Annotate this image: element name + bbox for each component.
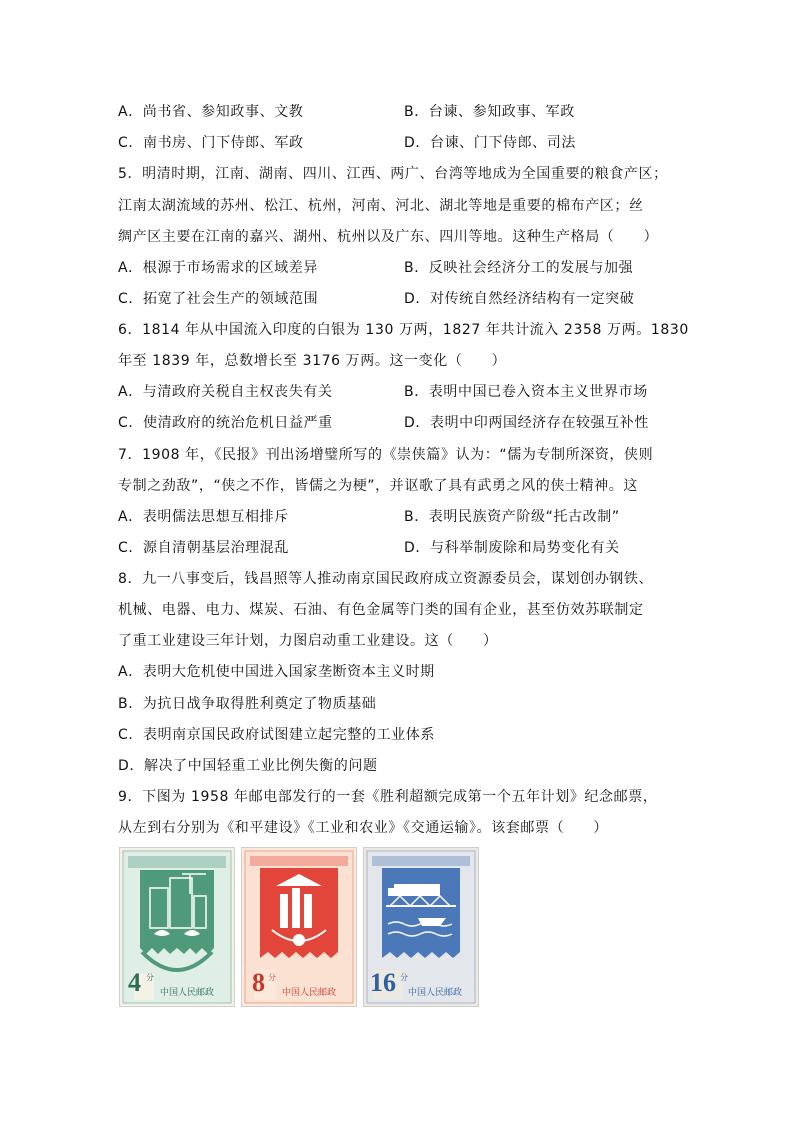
q8-option-a: A．表明大危机使中国进入国家垄断资本主义时期 bbox=[118, 664, 435, 680]
q8-option-d: D．解决了中国轻重工业比例失衡的问题 bbox=[118, 758, 378, 774]
stamp-2-value: 8 bbox=[252, 968, 265, 997]
q7-option-b: B．表明民族资产阶级“托古改制” bbox=[404, 509, 620, 525]
q5-stem-line-3: 绸产区主要在江南的嘉兴、湖州、杭州以及广东、四川等地。这种生产格局（ ） bbox=[118, 229, 659, 245]
stamp-2-country: 中国人民邮政 bbox=[282, 988, 337, 998]
q7-stem-line-1: 7．1908 年，《民报》刊出汤增璧所写的《崇侠篇》认为：“儒为专制所深资，侠则 bbox=[118, 447, 654, 463]
q4-option-c: C．南书房、门下侍郎、军政 bbox=[118, 135, 304, 151]
q8-stem-line-1: 8．九一八事变后，钱昌照等人推动南京国民政府成立资源委员会，谋划创办钢铁、 bbox=[118, 571, 654, 587]
q8-stem-line-3: 了重工业建设三年计划，力图启动重工业建设。这（ ） bbox=[118, 633, 498, 649]
q8-option-b: B．为抗日战争取得胜利奠定了物质基础 bbox=[118, 696, 377, 712]
q6-option-c: C．使清政府的统治危机日益严重 bbox=[118, 415, 333, 431]
q6-stem-line-2: 年至 1839 年，总数增长至 3176 万两。这一变化（ ） bbox=[118, 353, 507, 369]
q4-option-b: B．台谏、参知政事、军政 bbox=[404, 104, 575, 120]
q6-stem-line-1: 6．1814 年从中国流入印度的白银为 130 万两，1827 年共计流入 2358 万两。1830 bbox=[118, 322, 689, 338]
stamp-2-unit: 分 bbox=[268, 973, 276, 982]
q5-stem-line-1: 5．明清时期，江南、湖南、四川、江西、两广、台湾等地成为全国重要的粮食产区； bbox=[118, 166, 668, 182]
q9-stem-line-1: 9．下图为 1958 年邮电部发行的一套《胜利超额完成第一个五年计划》纪念邮票， bbox=[118, 789, 658, 805]
stamp-peace-construction bbox=[119, 847, 235, 1007]
q8-stem-line-2: 机械、电器、电力、煤炭、石油、有色金属等门类的国有企业，甚至仿效苏联制定 bbox=[118, 602, 644, 618]
stamp-1-value: 4 bbox=[128, 968, 141, 997]
q6-option-d: D．表明中印两国经济存在较强互补性 bbox=[404, 415, 649, 431]
q7-option-c: C．源自清朝基层治理混乱 bbox=[118, 540, 289, 556]
stamp-3-country: 中国人民邮政 bbox=[408, 988, 463, 998]
q4-option-a: A．尚书省、参知政事、文教 bbox=[118, 104, 304, 120]
stamp-1-unit: 分 bbox=[146, 973, 154, 982]
stamp-3-unit: 分 bbox=[400, 973, 408, 982]
q7-stem-line-2: 专制之劲敌”，“侠之不作，皆儒之为梗”，并讴歌了具有武勇之风的侠士精神。这 bbox=[118, 478, 638, 494]
q8-option-c: C．表明南京国民政府试图建立起完整的工业体系 bbox=[118, 727, 435, 743]
q6-option-a: A．与清政府关税自主权丧失有关 bbox=[118, 384, 333, 400]
q7-option-a: A．表明儒法思想互相排斥 bbox=[118, 509, 289, 525]
q4-option-d: D．台谏、门下侍郎、司法 bbox=[404, 135, 576, 151]
q5-option-c: C．拓宽了社会生产的领域范围 bbox=[118, 291, 319, 307]
q5-stem-line-2: 江南太湖流域的苏州、松江、杭州，河南、河北、湖北等地是重要的棉布产区；丝 bbox=[118, 198, 644, 214]
stamp-1-country: 中国人民邮政 bbox=[160, 988, 215, 998]
stamp-industry-agriculture bbox=[241, 847, 357, 1007]
q7-option-d: D．与科举制废除和局势变化有关 bbox=[404, 540, 620, 556]
stamp-3-value: 16 bbox=[370, 968, 396, 997]
q5-option-d: D．对传统自然经济结构有一定突破 bbox=[404, 291, 635, 307]
q9-stem-line-2: 从左到右分别为《和平建设》《工业和农业》《交通运输》。该套邮票（ ） bbox=[118, 820, 608, 836]
q5-option-b: B．反映社会经济分工的发展与加强 bbox=[404, 260, 634, 276]
stamp-transportation bbox=[363, 847, 479, 1007]
q6-option-b: B．表明中国已卷入资本主义世界市场 bbox=[404, 384, 648, 400]
q5-option-a: A．根源于市场需求的区域差异 bbox=[118, 260, 318, 276]
